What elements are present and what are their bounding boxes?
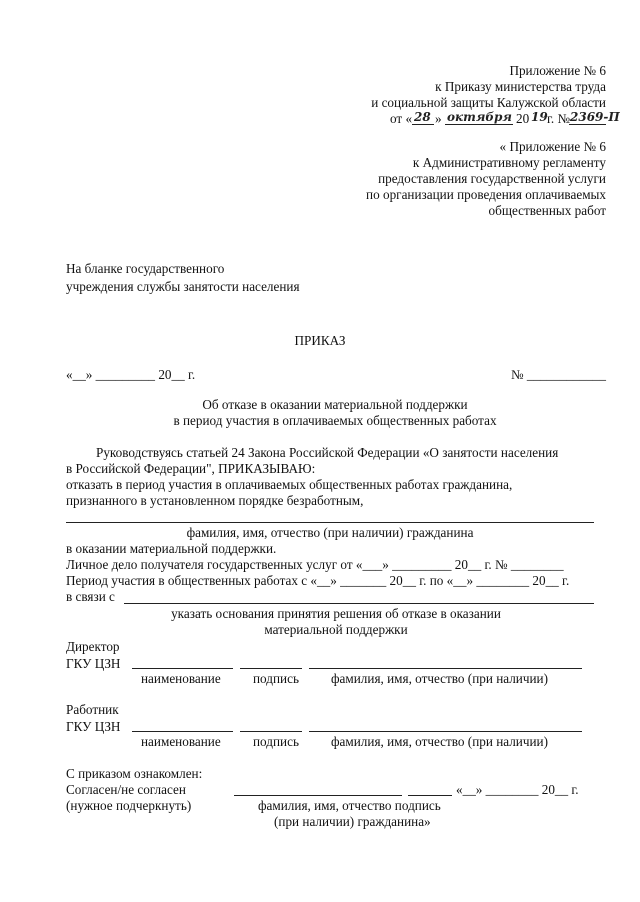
inner-appendix-line-1: « Приложение № 6 <box>499 139 606 154</box>
number-underline <box>569 124 606 125</box>
ack-date-part: «__» ________ 20__ г. <box>456 782 579 797</box>
letterhead-line-1: На бланке государственного <box>66 261 225 276</box>
reason-blank-line <box>124 603 594 604</box>
inner-appendix-line-5: общественных работ <box>488 203 606 218</box>
refuse-line-1: отказать в период участия в оплачиваемых общественных работах гражданина, <box>66 477 513 492</box>
appendix-year-prefix: 20 <box>516 111 530 126</box>
worker-caption-sign: подпись <box>253 734 299 749</box>
appendix-year-suffix: г. № <box>547 111 571 126</box>
ack-line-2: Согласен/не согласен <box>66 782 186 797</box>
case-line: Личное дело получателя государственных услуг от «___» _________ 20__ г. № ________ <box>66 557 564 572</box>
handwritten-day: 28 <box>414 110 431 124</box>
inner-appendix-line-2: к Административному регламенту <box>412 155 606 170</box>
order-number-field: № ____________ <box>510 367 606 382</box>
worker-name-line <box>132 731 233 732</box>
reason-caption-1: указать основания принятия решения об отказе в оказании <box>171 606 501 621</box>
order-date-field: «__» _________ 20__ г. <box>66 367 196 382</box>
fio-blank-line <box>66 522 594 523</box>
worker-org: ГКУ ЦЗН <box>66 719 121 734</box>
appendix-ref-quote: » <box>435 111 442 126</box>
worker-title: Работник <box>66 702 119 717</box>
director-fio-line <box>309 668 582 669</box>
order-subject-line-1: Об отказе в оказании материальной поддержки <box>202 397 468 412</box>
director-caption-name: наименование <box>141 671 221 686</box>
order-title: ПРИКАЗ <box>294 333 346 348</box>
refuse-line-2: признанного в установленном порядке безработным, <box>66 493 364 508</box>
handwritten-number: 2369-П <box>570 110 620 124</box>
refusal-text: в оказании материальной поддержки. <box>66 541 277 556</box>
ack-caption-1: фамилия, имя, отчество подпись <box>258 798 441 813</box>
letterhead-line-2: учреждения службы занятости населения <box>66 279 300 294</box>
worker-fio-line <box>309 731 582 732</box>
ack-line-3: (нужное подчеркнуть) <box>66 798 192 813</box>
reason-prefix: в связи с <box>66 589 115 604</box>
director-org: ГКУ ЦЗН <box>66 656 121 671</box>
body-para-line-2: в Российской Федерации", ПРИКАЗЫВАЮ: <box>66 461 316 476</box>
director-sign-line <box>240 668 302 669</box>
director-title: Директор <box>66 639 120 654</box>
ack-sign-line <box>408 795 452 796</box>
appendix-line-2: к Приказу министерства труда <box>435 79 606 94</box>
worker-caption-name: наименование <box>141 734 221 749</box>
worker-caption-fio: фамилия, имя, отчество (при наличии) <box>331 734 549 749</box>
appendix-line-1: Приложение № 6 <box>509 63 606 78</box>
order-subject-line-2: в период участия в оплачиваемых общественных работах <box>173 413 497 428</box>
ack-caption-2: (при наличии) гражданина» <box>274 814 431 829</box>
appendix-ref-prefix: от « <box>390 111 413 126</box>
period-line: Период участия в общественных работах с «__» _______ 20__ г. по «__» ________ 20__ г. <box>66 573 570 588</box>
director-name-line <box>132 668 233 669</box>
handwritten-month: октября <box>447 110 512 124</box>
worker-sign-line <box>240 731 302 732</box>
appendix-line-3: и социальной защиты Калужской области <box>371 95 606 110</box>
fio-caption: фамилия, имя, отчество (при наличии) гражданина <box>186 525 474 540</box>
inner-appendix-line-3: предоставления государственной услуги <box>378 171 606 186</box>
day-underline <box>412 124 434 125</box>
month-underline <box>445 124 513 125</box>
director-caption-fio: фамилия, имя, отчество (при наличии) <box>331 671 549 686</box>
body-para-line-1: Руководствуясь статьей 24 Закона Российской Федерации «О занятости населения <box>96 445 559 460</box>
inner-appendix-line-4: по организации проведения оплачиваемых <box>366 187 606 202</box>
ack-line-1: С приказом ознакомлен: <box>66 766 203 781</box>
reason-caption-2: материальной поддержки <box>264 622 408 637</box>
ack-fio-line <box>234 795 402 796</box>
director-caption-sign: подпись <box>253 671 299 686</box>
handwritten-year: 19 <box>531 110 548 124</box>
